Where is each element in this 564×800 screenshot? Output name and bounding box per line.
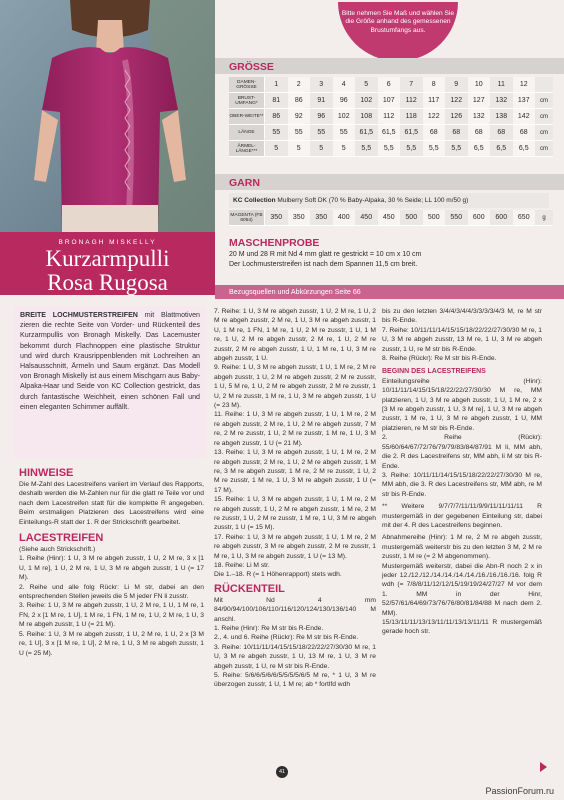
size-cell: 108: [355, 109, 378, 125]
back-row-5: 5. Reihe: 5/6/6/5/6/6/5/5/5/5/6/5 M re, * 1 U, 3 M re überzogen zusstr, 1 U, 1 M re; ab * fortlfd wdh: [214, 672, 376, 689]
sources-link[interactable]: Bezugsquellen und Abkürzungen Seite 66: [215, 285, 564, 299]
size-unit: cm: [535, 109, 553, 125]
intro-lead: BREITE LOCHMUSTERSTREIFEN: [20, 311, 138, 319]
size-cell: 10: [468, 77, 491, 93]
lace-row-3: 3. Reihe: 1 U, 3 M re abgeh zusstr, 1 U, 2 M re, 1 U, 1 M re, 1 FN, 2 x [1 M re, 1 U], 1 M re, 1 FN, 1 M re, 1 U, 2 M re, 1 U, 3 M re abgeh zusstr, 1 U (= 21 M).: [19, 602, 204, 629]
size-unit: cm: [535, 125, 553, 141]
size-row-label: DAMEN-GRÖSSE: [229, 77, 265, 93]
decrease-repeat: Mustergemäß weiterstr, dabei die Abn-R noch 2 x in jeder 12./12./12./14./14./14./14./16./16./16./16. folg R wdh (= 7/8/8/11/12/12/15/19/19/24/27/27 M vor dem 1. MM in der Hinr, 52/57/61/64/69/73/76/76/80/81/84/88 M nach dem 2. MM).: [382, 562, 542, 617]
size-cell: 102: [333, 109, 356, 125]
size-cell: 8: [423, 77, 446, 93]
notes-heading: HINWEISE: [19, 467, 74, 479]
yarn-cell: 600: [490, 210, 513, 226]
size-cell: 137: [513, 93, 536, 109]
yarn-unit: g: [535, 210, 553, 226]
yarn-cell: 350: [310, 210, 333, 226]
size-cell: 6,5: [513, 141, 536, 157]
size-cell: 96: [333, 93, 356, 109]
size-cell: 61,5: [400, 125, 423, 141]
notes-text: Die M-Zahl des Lacestreifens variiert im Verlauf des Rapports, deshalb werden die M-Zahlen nur für die glatt re Teile vor und nach dem Lacestreifen statt für die komplette R angegeben. Beim erstmaligen Platzieren des Lacestreifens wird eine Einteilungs-R statt der 1. R der Strickschrift gearbeitet.: [19, 481, 204, 526]
size-cell: 107: [378, 93, 401, 109]
size-cell: 132: [468, 109, 491, 125]
lace-row-2: 2. Reihe und alle folg Rückr: Li M str, dabei an den entsprechenden Stellen jeweils die 5 M jeder FN li zusstr.: [19, 583, 204, 601]
c3-p1: bis zu den letzten 3/4/4/3/4/4/3/3/3/3/4/3 M, re M str bis R-Ende.: [382, 308, 542, 325]
size-unit: cm: [535, 93, 553, 109]
yarn-cell: 350: [265, 210, 288, 226]
lace-row-11: 11. Reihe: 1 U, 3 M re abgeh zusstr, 1 U, 1 M re, 2 M re abgeh zusstr, 2 M re, 1 U, 2 M re abgeh zusstr, 7 M re, 2 M re zusstr, 1 U, 2 M re zusstr, 1 M re, 1 U, 3 M re abgeh zusstr, 1 U (= 21 M).: [214, 411, 376, 447]
intro-box: [14, 306, 206, 458]
back-row-2: 2., 4. und 6. Reihe (Rückr): Re M str bis R-Ende.: [214, 634, 359, 642]
lace-row-9: 9. Reihe: 1 U, 3 M re abgeh zusstr, 1 U, 1 M re, 2 M re abgeh zusstr, 1 U, 2 M re abgeh zusstr, 2 M re zusstr, 1 U, 5 M re, 1 U, 2 M re abgeh zusstr, 2 M re zusstr, 1 U, 2 M re zusstr, 1 M re, 1 U, 3 M re abgeh zusstr, 1 U (= 23 M).: [214, 364, 376, 410]
gauge-line1: 20 M und 28 R mit Nd 4 mm glatt re gestrickt = 10 cm x 10 cm: [229, 251, 422, 258]
yarn-cell: 350: [288, 210, 311, 226]
lace-row-7: 7. Reihe: 1 U, 3 M re abgeh zusstr, 1 U, 2 M re, 1 U, 2 M re abgeh zusstr, 2 M re, 1 U, 3 M re abgeh zusstr, 1 U, 1 M re, 1 FN, 1 M re, 1 U, 2 M re zusstr, 1 U, 1 M re, 1 U, 2 M re abgeh zusstr, 2 M re, 1 U, 2 M re zusstr, 2 M re abgeh zusstr, 1 U, 1 M re, 1 U, 3 M re abgeh zusstr, 1 U.: [214, 308, 376, 363]
size-cell: 132: [490, 93, 513, 109]
yarn-cell: 650: [513, 210, 536, 226]
size-cell: 5,5: [423, 141, 446, 157]
size-cell: 6,5: [468, 141, 491, 157]
yarn-cell: 550: [445, 210, 468, 226]
size-cell: 86: [265, 109, 288, 125]
continue-rows: ** Weitere 9/7/7/7/11/11/9/9/11/11/11/11 R mustergemäß in der gegebenen Einteilung str, dabei mit der 4. R des Lacestreifens beginnen.: [382, 503, 542, 529]
yarn-cell: 600: [468, 210, 491, 226]
size-cell: 6: [378, 77, 401, 93]
size-cell: 127: [468, 93, 491, 109]
size-cell: 68: [490, 125, 513, 141]
sweater-photo: [0, 0, 215, 232]
watermark: PassionForum.ru: [485, 786, 554, 796]
size-cell: 138: [490, 109, 513, 125]
yarn-cell: 500: [400, 210, 423, 226]
lace-row-15: 15. Reihe: 1 U, 3 M re abgeh zusstr, 1 U, 1 M re, 2 M re abgeh zusstr, 1 U, 2 M re abgeh zusstr, 1 M re, 2 M re zusstr, 1 U, 2 M re zusstr, 1 M re, 1 U, 3 M re abgeh zusstr, 1 U (= 15 M).: [214, 496, 376, 532]
column-2: [214, 307, 376, 690]
size-cell: 11: [490, 77, 513, 93]
column-3: [382, 307, 542, 637]
size-cell: 61,5: [378, 125, 401, 141]
size-header: [215, 58, 564, 74]
size-cell: 5,5: [378, 141, 401, 157]
straight-rows: 15/13/11/11/13/13/11/11/13/13/11/11 R mustergemäß gerade hoch str.: [382, 619, 542, 636]
size-cell: 118: [400, 109, 423, 125]
size-row-label: OBER-WEITE**: [229, 109, 265, 125]
gauge-section: [229, 237, 559, 270]
size-row: [229, 109, 553, 125]
size-row: [229, 77, 553, 93]
size-cell: 6,5: [490, 141, 513, 157]
lace-begin-heading: BEGINN DES LACESTREIFENS: [382, 368, 486, 376]
size-cell: 112: [400, 93, 423, 109]
size-cell: 5: [265, 141, 288, 157]
yarn-title: GARN: [229, 177, 260, 189]
back-heading: RÜCKENTEIL: [214, 582, 285, 595]
size-cell: 126: [445, 109, 468, 125]
lace-row-1: 1. Reihe (Hinr): 1 U, 3 M re abgeh zusstr, 1 U, 2 M re, 3 x [1 U, 1 M re], 1 U, 2 M re, 1 U, 3 M re abgeh zusstr, 1 U (= 17 M).: [19, 555, 204, 582]
size-cell: 12: [513, 77, 536, 93]
size-title: GRÖSSE: [229, 61, 274, 73]
c3-p2: 7. Reihe: 10/11/11/14/15/15/18/22/22/27/30/30 M re, 1 U, 3 M re abgeh zusstr, 13 M re, 1 U, 3 M re abgeh zusstr, 1 U, re M str bis R-Ende.: [382, 326, 542, 353]
size-cell: 5: [288, 141, 311, 157]
size-cell: 55: [265, 125, 288, 141]
size-cell: 102: [355, 93, 378, 109]
setup-row: Einteilungsreihe (Hinr): 10/11/11/14/15/15/18/22/22/27/30/30 M re, MM platzieren, 1 U, 3 M re abgeh zusstr, 1 U, 1 M re, 2 x [3 M re abgeh zusstr, 1 U, 3 M re], 1 U, 3 M re abgeh zusstr, 1 M re, 1 U, 3 M re abgeh zusstr, 1 U, MM platzieren, re M str bis R-Ende.: [382, 377, 542, 432]
back-cast-on: Mit Nd 4 mm 84/90/94/100/106/110/116/120/124/130/136/140 M anschl.: [214, 596, 376, 623]
gauge-title: MASCHENPROBE: [229, 237, 320, 249]
yarn-row: [229, 210, 553, 226]
yarn-header: [215, 174, 564, 190]
size-section: [215, 58, 564, 157]
size-row: [229, 93, 553, 109]
setup-row-3: 3. Reihe: 10/11/11/14/15/15/18/22/22/27/30/30 M re, MM abh, die 3. R des Lacestreifens str, MM abh, re M str bis R-Ende.: [382, 471, 542, 498]
lace-row-5: 5. Reihe: 1 U, 3 M re abgeh zusstr, 1 U, 2 M re, 1 U, 2 x [3 M re, 1 U], 3 x [1 M re, 1 U], 2 M re, 1 U, 3 M re abgeh zusstr, 1 U (= 25 M).: [19, 630, 204, 657]
yarn-name: [229, 193, 549, 208]
next-page-arrow-icon[interactable]: [540, 762, 547, 772]
size-table: [229, 77, 553, 157]
size-cell: 1: [265, 77, 288, 93]
designer-name: BRONAGH MISKELLY: [58, 239, 157, 246]
size-cell: 122: [423, 109, 446, 125]
lace-row-13: 13. Reihe: 1 U, 3 M re abgeh zusstr, 1 U, 1 M re, 2 M re abgeh zusstr, 2 M re, 1 U, 2 M re abgeh zusstr, 1 M re, 3 M re abgeh zusstr, 1 M re, 2 M re zusstr, 1 U, 2 M re zusstr, 1 M re, 1 U, 3 M re abgeh zusstr, 1 U (= 17 M).: [214, 449, 376, 494]
yarn-section: [215, 174, 564, 226]
photo-illustration: [0, 0, 215, 232]
size-cell: 86: [288, 93, 311, 109]
yarn-brand: KC Collection: [233, 197, 276, 204]
yarn-description: Mulberry Soft DK (70 % Baby-Alpaka, 30 % Seide; LL 100 m/50 g): [275, 197, 469, 204]
size-cell: 5: [355, 77, 378, 93]
decrease-row: Abnahmereihe (Hinr): 1 M re, 2 M re abgeh zusstr, mustergemäß weiterstr bis zu den letzten 3 M, 2 M re zusstr, 1 M re (= 2 M abgenommen).: [382, 534, 542, 561]
size-cell: 5: [310, 141, 333, 157]
gauge-line2: Der Lochmusterstreifen ist nach dem Spannen 11,5 cm breit.: [229, 261, 418, 268]
size-unit: cm: [535, 141, 553, 157]
yarn-cell: 450: [355, 210, 378, 226]
size-row-label: BRUST-UMFANG*: [229, 93, 265, 109]
size-note: Bitte nehmen Sie Maß und wählen Sie die Größe anhand des gemessenen Brustumfangs aus.: [338, 2, 458, 61]
size-cell: 96: [310, 109, 333, 125]
size-cell: 3: [310, 77, 333, 93]
lace-subtitle: (Siehe auch Strickschrift.): [19, 546, 96, 554]
size-row: [229, 125, 553, 141]
yarn-cell: 450: [378, 210, 401, 226]
size-cell: 5,5: [445, 141, 468, 157]
pattern-title-line1: Kurzarmpulli: [45, 246, 170, 271]
size-cell: 55: [310, 125, 333, 141]
size-cell: 81: [265, 93, 288, 109]
size-cell: 122: [445, 93, 468, 109]
size-cell: 7: [400, 77, 423, 93]
size-cell: 142: [513, 109, 536, 125]
size-cell: 5: [333, 141, 356, 157]
yarn-color-label: MAGENTA (FB 6054): [229, 210, 265, 226]
back-row-1: 1. Reihe (Hinr): Re M str bis R-Ende.: [214, 625, 324, 632]
lace-repeat: Die 1.–18. R (= 1 Höhenrapport) stets wdh.: [214, 571, 342, 579]
size-cell: 91: [310, 93, 333, 109]
size-row-label: LÄNGE: [229, 125, 265, 141]
yarn-cell: 500: [423, 210, 446, 226]
size-cell: 68: [513, 125, 536, 141]
size-cell: 112: [378, 109, 401, 125]
size-cell: 5,5: [355, 141, 378, 157]
page-number: 41: [276, 766, 288, 778]
intro-text: mit Blattmotiven zieren die rechte Seite von Vorder- und Rückenteil des Kurzarmpullis von Bronagh Miskelly. Das Lacemuster bekommt durch Flachnoppen eine plastische Struktur und wird durch Krausrippenblenden mit Lochreihen an Halsausschnitt, Ärmeln und Saum ergänzt. Das Modell von Bronagh Miskelly ist aus einem Mischgarn aus Baby-Alpaka-Haar und Seide von KC Collection gestrickt, das durch fantastische Weichheit, einen schönen Fall und einen eleganten Schimmer auffällt.: [20, 311, 201, 411]
size-cell: 61,5: [355, 125, 378, 141]
size-row-label: ÄRMEL-LÄNGE***: [229, 141, 265, 157]
size-cell: 55: [288, 125, 311, 141]
pattern-title-line2: Rosa Rugosa: [47, 270, 168, 295]
size-cell: 9: [445, 77, 468, 93]
lace-heading: LACESTREIFEN: [19, 532, 104, 545]
size-unit: [535, 77, 553, 93]
size-cell: 5,5: [400, 141, 423, 157]
c3-p3: 8. Reihe (Rückr): Re M str bis R-Ende.: [382, 355, 497, 363]
size-cell: 117: [423, 93, 446, 109]
size-cell: 4: [333, 77, 356, 93]
size-cell: 68: [468, 125, 491, 141]
size-cell: 68: [445, 125, 468, 141]
lace-row-18: 18. Reihe: Li M str.: [214, 561, 270, 569]
yarn-cell: 400: [333, 210, 356, 226]
size-cell: 92: [288, 109, 311, 125]
yarn-table: [229, 210, 553, 226]
size-cell: 68: [423, 125, 446, 141]
lace-row-17: 17. Reihe: 1 U, 3 M re abgeh zusstr, 1 U, 1 M re, 2 M re abgeh zusstr, 3 M re abgeh zusstr, 2 M re zusstr, 1 M re, 1 U, 3 M re abgeh zusstr, 1 U (= 13 M).: [214, 533, 376, 560]
column-1: [19, 467, 204, 658]
size-cell: 55: [333, 125, 356, 141]
setup-row-2: 2. Reihe (Rückr): 55/60/64/67/72/76/79/79/83/84/87/91 M li, MM abh, die 2. R des Lacestreifens str, MM abh, li M str bis R-Ende.: [382, 434, 542, 470]
back-row-3: 3. Reihe: 10/11/11/14/15/15/18/22/22/27/30/30 M re, 1 U, 3 M re abgeh zusstr, 1 U, 13 M re, 1 U, 3 M re abgeh zusstr, 1 U, re M str bis R-Ende.: [214, 643, 376, 670]
title-band: [0, 232, 215, 295]
size-row: [229, 141, 553, 157]
size-cell: 2: [288, 77, 311, 93]
